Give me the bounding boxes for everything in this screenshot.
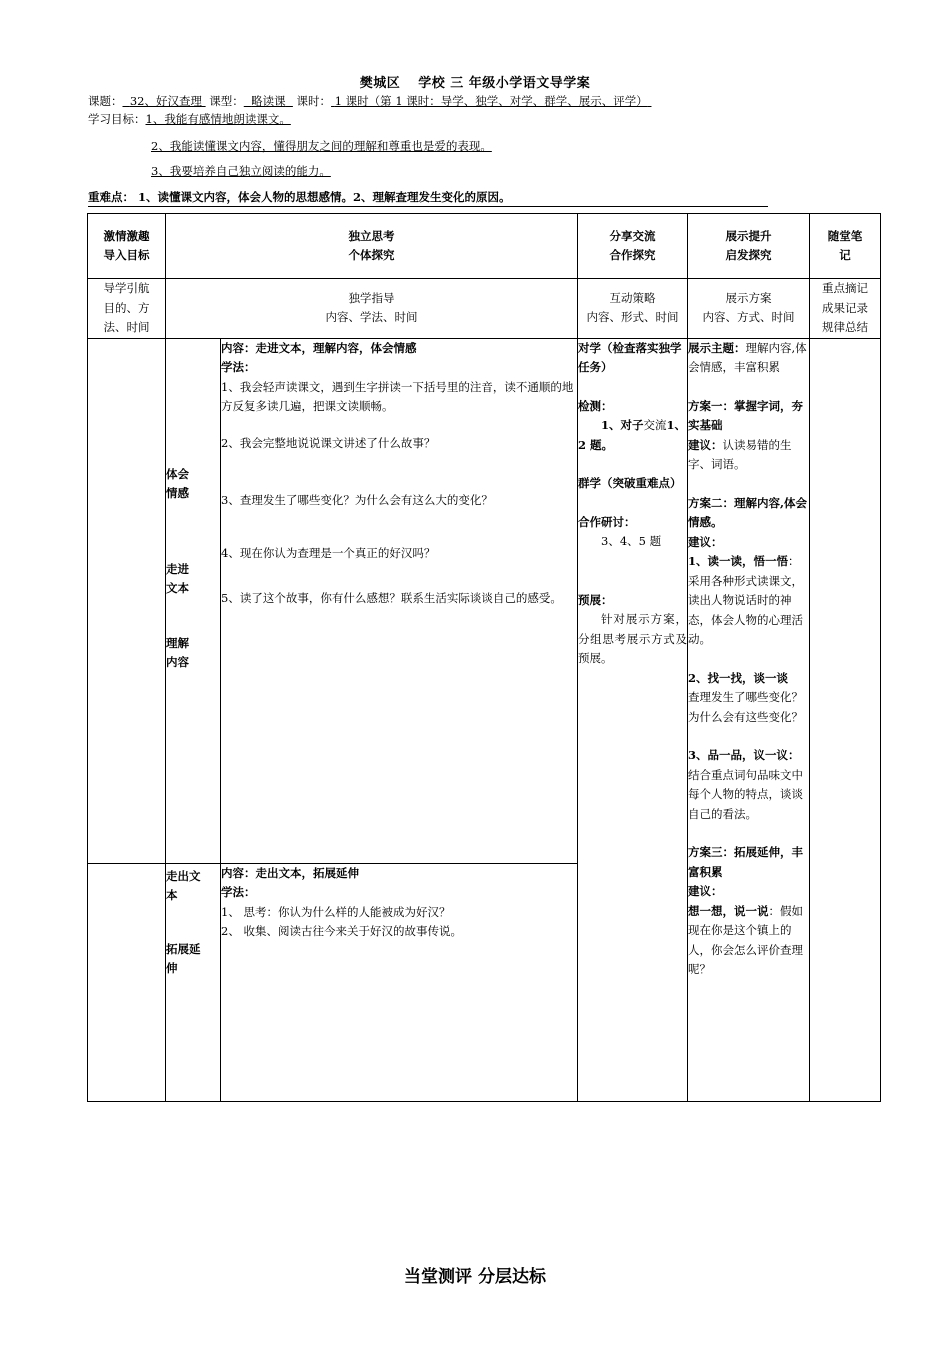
goals-line-2 [151, 138, 492, 154]
goals-line-1 [88, 111, 291, 127]
hezuo-item: 3、4、5 题 [601, 534, 662, 548]
step3: 3、品一品，议一议： 结合重点词句品味文中每个人物的特点，谈谈自己的看法。 [688, 748, 803, 821]
yuzhan-text: 针对展示方案，分组思考展示方式及预展。 [578, 612, 687, 665]
sub-notes: 重点摘记 成果记录 规律总结 [810, 279, 881, 339]
topic-label: 课题： [88, 94, 123, 108]
section1-method-label: 学法： [221, 360, 256, 374]
hezuo-heading: 合作研讨： [578, 514, 636, 529]
header-intro: 激情激趣 导入目标 [88, 214, 166, 279]
section1-item-2: 2、我会完整地说说课文讲述了什么故事？ [221, 435, 436, 450]
section1-content [221, 338, 578, 863]
plan2-advice-label: 建议： [688, 534, 723, 549]
header-notes: 随堂笔 记 [810, 214, 881, 279]
header-row [88, 214, 881, 279]
yuzhan-heading: 预展： [578, 592, 613, 607]
header-share: 分享交流 合作探究 [578, 214, 688, 279]
section2-item-2: 2、 收集、阅读古往今来关于好汉的故事传说。 [221, 924, 462, 938]
guide-cell-2 [88, 863, 166, 1102]
sub-showcase: 展示方案 内容、方式、时间 [688, 279, 810, 339]
jiance-heading: 检测： [578, 398, 613, 413]
guide-cell-1 [88, 338, 166, 863]
section1-content-title: 内容：走进文本，理解内容，体会情感 [221, 340, 417, 355]
lesson-meta [88, 93, 651, 109]
type-value: 略读课 [251, 94, 286, 108]
lesson-plan-table [87, 213, 881, 1102]
section1-item-3: 3、查理发生了哪些变化？为什么会有这么大的变化？ [221, 493, 493, 507]
section-row-1 [88, 338, 881, 863]
footer-section-title: 当堂测评 分层达标 [404, 1267, 546, 1287]
jiance-item: 1、对子交流1、2 题。 [578, 418, 687, 452]
sub-study: 独学指导 内容、学法、时间 [166, 279, 578, 339]
section2-labels: 走出文 本 拓展延 伸 [166, 863, 221, 1102]
subheader-row [88, 279, 881, 339]
plan1-advice: 建议：认读易错的生字、词语。 [688, 437, 792, 471]
plan3-heading: 方案三：拓展延伸，丰富积累 [688, 845, 803, 879]
section1-item-1: 1、我会轻声读课文，遇到生字拼读一下括号里的注音，读不通顺的地方反复多读几遍，把课文读顺畅。 [221, 379, 574, 413]
step2: 2、找一找，谈一谈 查理发生了哪些变化？为什么会有这些变化？ [688, 670, 803, 724]
goal-item-3: 3、我要培养自己独立阅读的能力。 [151, 164, 331, 178]
goals-line-3 [151, 163, 331, 179]
section2-method-label: 学法： [221, 885, 256, 899]
plan1-heading: 方案一：掌握字词，夯实基础 [688, 398, 803, 432]
type-label: 课型： [209, 94, 244, 108]
period-value: 1 课时（第 1 课时：导学、独学、对学、群学、展示、评学） [334, 94, 648, 108]
plan3-advice-label: 建议： [688, 884, 723, 898]
goals-label: 学习目标： [88, 112, 146, 126]
document-title [0, 72, 950, 91]
section2-content [221, 863, 578, 1102]
goal-item-1: 1、我能有感情地朗读课文。 [145, 112, 291, 126]
theme-line: 展示主题：理解内容,体会情感，丰富积累 [688, 340, 807, 374]
sub-guide: 导学引航 目的、方 法、时间 [88, 279, 166, 339]
plan2-heading: 方案二：理解内容,体会情感。 [688, 495, 808, 529]
step4: 想一想，说一说：假如现在你是这个镇上的人，你会怎么评价查理呢？ [688, 903, 803, 976]
sub-interaction: 互动策略 内容、形式、时间 [578, 279, 688, 339]
title-grade: 三 年级小学语文导学案 [450, 76, 591, 91]
goal-item-2: 2、我能读懂课文内容，懂得朋友之间的理解和尊重也是爱的表现。 [151, 139, 492, 153]
notes-cell [810, 338, 881, 1102]
title-school: 学校 [418, 76, 446, 91]
period-label: 课时： [296, 94, 332, 108]
key-points: 重难点： 1、读懂课文内容，体会人物的思想感情。2、理解查理发生变化的原因。 [88, 189, 768, 207]
section1-item-5: 5、读了这个故事，你有什么感想？联系生活实际谈谈自己的感受。 [221, 591, 562, 605]
topic-value: 32、好汉查理 [129, 94, 202, 108]
interaction-cell [578, 338, 688, 1102]
duixue-heading: 对学（检查落实独学任务） [578, 340, 682, 374]
step1: 1、读一读，悟一悟：采用各种形式读课文，读出人物说话时的神态，体会人物的心理活动。 [688, 554, 803, 646]
header-showcase: 展示提升 启发探究 [688, 214, 810, 279]
section1-item-4: 4、现在你认为查理是一个真正的好汉吗？ [221, 545, 436, 560]
qunxue-heading: 群学（突破重难点） [578, 476, 682, 490]
title-district: 樊城区 [359, 76, 401, 91]
section2-content-title: 内容：走出文本，拓展延伸 [221, 865, 359, 880]
header-independent: 独立思考 个体探究 [166, 214, 578, 279]
section2-item-1: 1、 思考：你认为什么样的人能被成为好汉？ [221, 904, 451, 919]
section1-labels: 体会 情感 走进 文本 理解 内容 [166, 338, 221, 863]
showcase-cell [688, 338, 810, 1102]
